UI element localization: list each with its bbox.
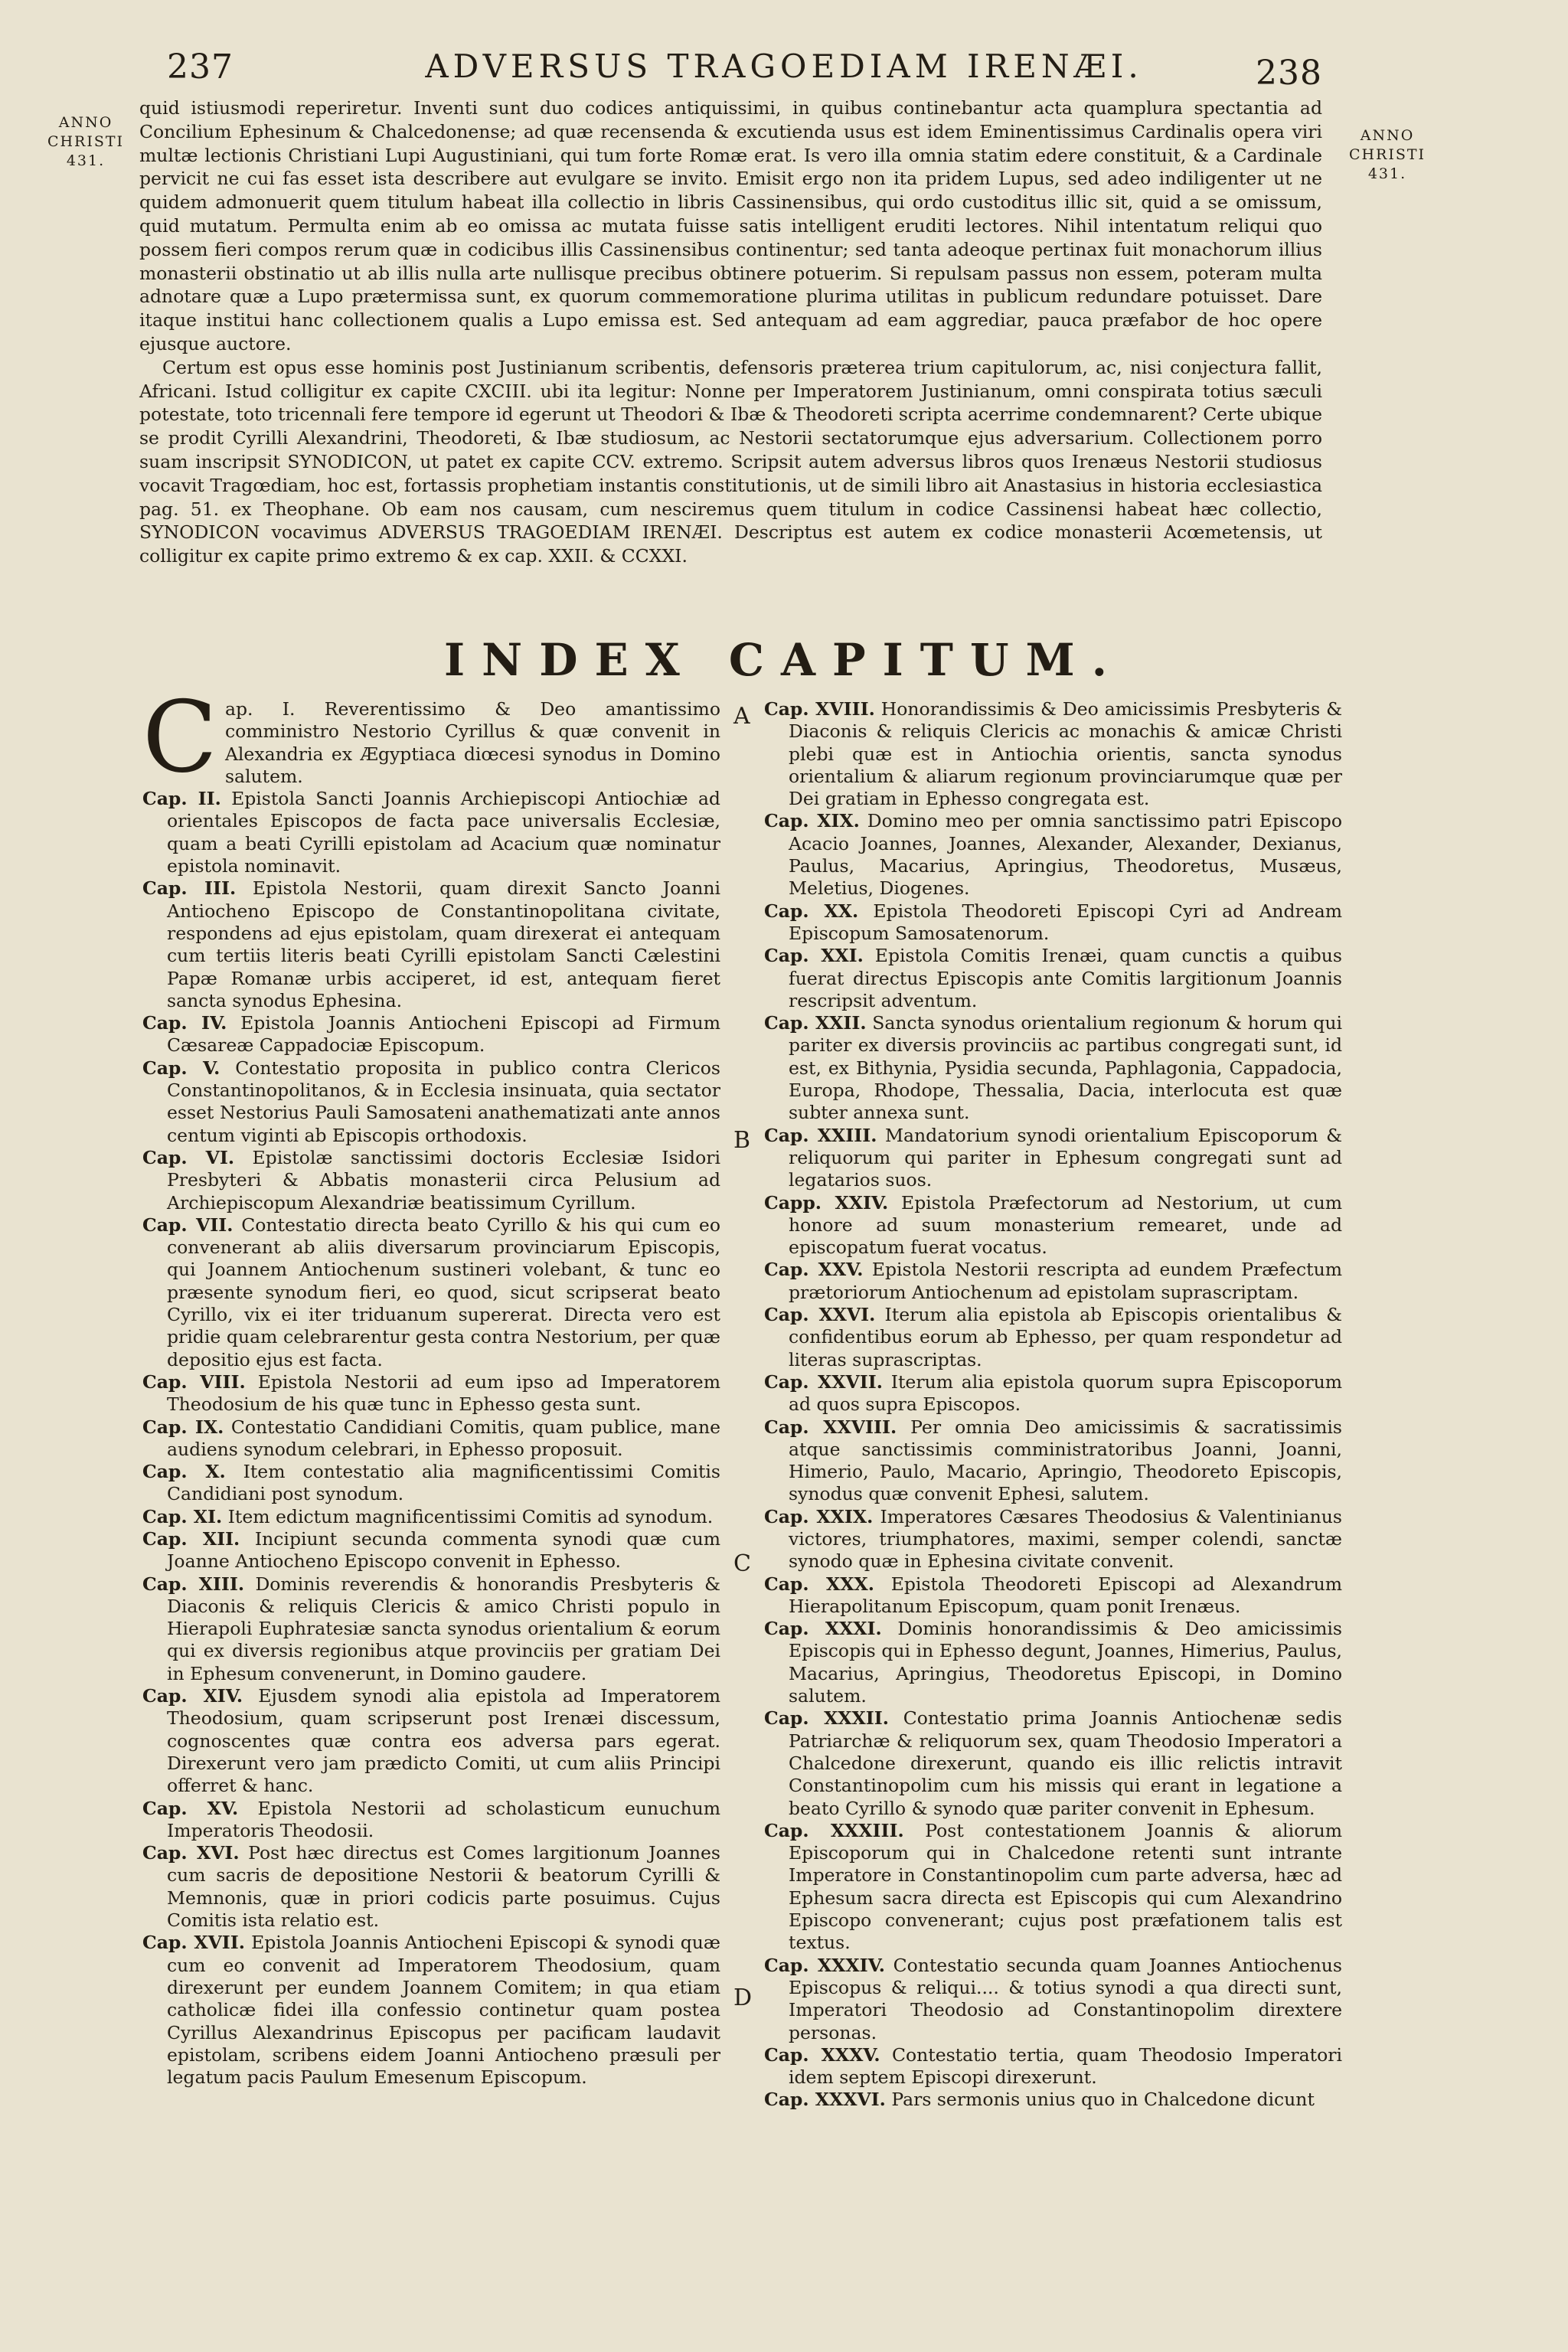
index-entry-text: Epistola Nestorii ad eum ipso ad Imperatorem Theodosium de his quæ tunc in Ephesso gesta sunt.	[167, 1370, 720, 1416]
index-column-left	[142, 681, 720, 2089]
intro-text	[139, 96, 1322, 568]
drop-cap: C	[142, 681, 217, 795]
index-entry-label: Cap. XXVIII.	[764, 1416, 897, 1438]
index-entry	[764, 1955, 1342, 2044]
index-entry-text: Epistola Nestorii rescripta ad eundem Præfectum prætoriorum Antiochenum ad epistolam suprascriptam.	[789, 1259, 1342, 1303]
page-number-right: 238	[1256, 54, 1322, 93]
index-entry	[764, 1416, 1342, 1506]
section-letter-a: A	[733, 703, 750, 730]
index-entry-label: Cap. XXI.	[764, 945, 864, 967]
index-entry-label: Cap. XX.	[764, 900, 859, 922]
index-entry	[764, 1820, 1342, 1955]
page-number-left: 237	[167, 47, 234, 87]
index-entry-label: Cap. XII.	[142, 1527, 240, 1550]
index-entry	[142, 1057, 720, 1147]
index-entry-text: Post hæc directus est Comes largitionum Joannes cum sacris de depositione Nestorii & beatorum Cyrilli & Memnonis, quæ in priori codicis parte posuimus. Cujus Comitis ista relatio est.	[167, 1842, 720, 1932]
index-entry-label: Cap. XXIII.	[764, 1124, 877, 1146]
index-entry-text: Incipiunt secunda commenta synodi quæ cum Joanne Antiocheno Episcopo convenit in Ephesso.	[167, 1527, 720, 1573]
index-entry-label: Cap. XXXIII.	[764, 1819, 904, 1841]
index-entry-text: Per omnia Deo amicissimis & sacratissimis atque sanctissimis comministratoribus Joanni, Joanni, Himerio, Paulo, Macario, Apringio, Theodoreto Episcopis, synodus quæ convenit Ephesi, salutem.	[789, 1416, 1342, 1505]
index-entry-label: Cap. XIII.	[142, 1573, 245, 1595]
index-entry-text: Contestatio directa beato Cyrillo & his qui cum eo convenerant ab aliis diversarum provinciarum Episcopis, qui Joannem Antiochenum sustineri volebant, & tunc eo præsente synodum fieri, eo quod, sicut scripserat beato Cyrillo, vix ei iter triduanum supererat. Directa vero est pridie quam celebrarentur gesta contra Nestorium, per quæ depositio ejus est facta.	[167, 1214, 720, 1370]
index-entry-text: Dominis reverendis & honorandis Presbyteris & Diaconis & reliquis Clericis & amico Christi populo in Hierapoli Euphratesiæ sancta synodus orientalium & eorum qui ex diversis regionibus atque provinciis per gratiam Dei in Ephesum convenerunt, in Domino gaudere.	[167, 1573, 720, 1684]
index-entry-text: Post contestationem Joannis & aliorum Episcoporum qui in Chalcedone retenti sunt intrante Imperatore in Constantinopolim cum parte adversa, hæc ad Ephesum sacra directa est Episcopis qui cum Alexandrino Episcopo convenerant; cujus post præfationem talis est textus.	[789, 1819, 1342, 1954]
index-entry-text: Imperatores Cæsares Theodosius & Valentinianus victores, triumphatores, maximi, semper colendi, sanctæ synodo quæ in Ephesina civitate convenit.	[789, 1505, 1342, 1573]
index-entry	[764, 1125, 1342, 1192]
index-entry-text: Iterum alia epistola quorum supra Episcoporum ad quos supra Episcopos.	[789, 1370, 1342, 1416]
index-entry-text: Epistola Theodoreti Episcopi Cyri ad Andream Episcopum Samosatenorum.	[789, 900, 1342, 944]
index-entry-text: Honorandissimis & Deo amicissimis Presbyteris & Diaconis & reliquis Clericis ac monachis & amicæ Christi plebi quæ est in Antiochia orientis, sancta synodus orientalium & aliarum regionum provinciarumque quæ per Dei gratiam in Ephesso congregata est.	[789, 698, 1342, 810]
index-entry-label: Cap. XXVII.	[764, 1370, 883, 1393]
index-entry	[142, 1798, 720, 1843]
index-entry-label: Cap. II.	[142, 788, 221, 810]
index-entry-label: Cap. XXXI.	[764, 1618, 882, 1640]
index-entry-text: Epistolæ sanctissimi doctoris Ecclesiæ Isidori Presbyteri & Abbatis monasterii circa Pelusium ad Archiepiscopum Alexandriæ beatissimum Cyrillum.	[167, 1146, 720, 1214]
index-entry-label: Cap. III.	[142, 877, 237, 900]
index-title: INDEX CAPITUM.	[444, 634, 1124, 686]
index-entry-label: Cap. VII.	[142, 1214, 234, 1236]
index-entry	[764, 1192, 1342, 1259]
index-entry	[764, 900, 1342, 946]
index-entry	[142, 1932, 720, 2089]
index-entry-label: Cap. XIX.	[764, 810, 860, 832]
section-letter-c: C	[733, 1550, 751, 1577]
index-entry-label: Capp. XXIV.	[764, 1191, 889, 1214]
index-entry-text: Contestatio Candidiani Comitis, quam publice, mane audiens synodum celebrari, in Ephesso proposuit.	[167, 1416, 720, 1460]
index-entry-label: Cap. XXV.	[764, 1259, 864, 1281]
index-entry-label: Cap. IX.	[142, 1416, 224, 1438]
index-entry	[764, 945, 1342, 1012]
index-entry-label: Cap. XXII.	[764, 1012, 867, 1034]
index-entry-text: Epistola Sancti Joannis Archiepiscopi Antiochiæ ad orientales Episcopos de facta pace universalis Ecclesiæ, quam a beati Cyrilli epistolam ad Acacium quæ nominatur epistola nominavit.	[167, 788, 720, 877]
index-entry-label: Cap. VIII.	[142, 1370, 246, 1393]
index-entry-label: Cap. XXVI.	[764, 1304, 876, 1326]
index-entry	[142, 1685, 720, 1797]
index-entry	[142, 1573, 720, 1685]
index-entry-text: Pars sermonis unius quo in Chalcedone dicunt	[891, 2089, 1315, 2111]
index-entry-text: Epistola Præfectorum ad Nestorium, ut cum honore ad suum monasterium remearet, unde ad episcopatum fuerat vocatus.	[789, 1191, 1342, 1259]
intro-paragraph: Certum est opus esse hominis post Justinianum scribentis, defensoris præterea trium capitulorum, ac, nisi conjectura fallit, Africani. Istud colligitur ex capite CXCIII. ubi ita legitur: Nonne per Imperatorem Justinianum, omni conspirata totius sæculi potestate, toto tricennali fere tempore id egerunt ut Theodori & Ibæ & Theodoreti scripta acerrime condemnarent? Certe ubique se prodit Cyrilli Alexandrini, Theodoreti, & Ibæ studiosum, ac Nestorii sectatorumque ejus adversarium. Collectionem porro suam inscripsit SYNODICON, ut patet ex capite CCV. extremo. Scripsit autem adversus libros quos Irenæus Nestorii studiosus vocavit Tragœdiam, hoc est, fortassis prophetiam instantis constitutionis, ut de simili libro ait Anastasius in historia ecclesiastica pag. 51. ex Theophane. Ob eam nos causam, cum nesciremus quem titulum in codice Cassinensi habeat hæc collectio, SYNODICON vocavimus ADVERSUS TRAGOEDIAM IRENÆI. Descriptus est autem ex codice monasterii Acœmetensis, ut colligitur ex capite primo extremo & ex cap. XXII. & CCXXI.	[139, 356, 1322, 567]
index-entry	[142, 1842, 720, 1932]
running-title: ADVERSUS TRAGOEDIAM IRENÆI.	[425, 47, 1143, 85]
section-letter-b: B	[733, 1127, 751, 1154]
index-entry	[142, 1371, 720, 1416]
index-entry	[142, 681, 720, 795]
index-entry-label: Cap. XV.	[142, 1797, 239, 1819]
index-entry-label: Cap. XVIII.	[764, 698, 875, 720]
index-entry-text: Ejusdem synodi alia epistola ad Imperatorem Theodosium, quam scripserunt post Irenæi discessum, cognoscentes quæ contra eos adversa pars egerat. Direxerunt vero jam prædicto Comiti, ut cum aliis Principi offerret & hanc.	[167, 1685, 720, 1797]
margin-note-right: ANNO CHRISTI 431.	[1348, 127, 1426, 182]
index-entry	[764, 1618, 1342, 1707]
index-entry	[142, 1528, 720, 1573]
index-entry-text: Iterum alia epistola ab Episcopis orientalibus & confidentibus eorum ab Ephesso, per quam respondetur ad literas suprascriptas.	[789, 1304, 1342, 1370]
index-entry	[142, 788, 720, 877]
index-entry	[764, 2044, 1342, 2089]
index-entry	[142, 1506, 720, 1528]
index-entry	[764, 1012, 1342, 1124]
index-entry-label: Cap. XXXII.	[764, 1707, 889, 1730]
index-column-right	[764, 698, 1342, 2112]
index-entry-label: Cap. XVII.	[142, 1932, 245, 1954]
index-entry-label: Cap. XXIX.	[764, 1505, 874, 1527]
index-entry	[142, 1214, 720, 1371]
index-entry-text: Epistola Theodoreti Episcopi ad Alexandrum Hierapolitanum Episcopum, quam ponit Irenæus.	[789, 1573, 1342, 1617]
index-entry-label: Cap. XIV.	[142, 1685, 243, 1707]
index-entry-label: Cap. X.	[142, 1461, 226, 1483]
index-entry-text: Domino meo per omnia sanctissimo patri Episcopo Acacio Joannes, Joannes, Alexander, Alexander, Dexianus, Paulus, Macarius, Apringius, Theodoretus, Musæus, Meletius, Diogenes.	[789, 810, 1342, 900]
index-entry-text: Contestatio prima Joannis Antiochenæ sedis Patriarchæ & reliquorum sex, quam Theodosio Imperatori a Chalcedone direxerunt, quando eis illic relictis intravit Constantinopolim cum his missis qui erant in legatione a beato Cyrillo & synodo quæ pariter convenit in Ephesum.	[789, 1707, 1342, 1819]
index-entry-text: Epistola Joannis Antiocheni Episcopi ad Firmum Cæsareæ Cappadociæ Episcopum.	[167, 1012, 720, 1057]
index-entry	[764, 1304, 1342, 1371]
index-entry	[764, 1259, 1342, 1304]
index-entry-label: Cap. XVI.	[142, 1842, 240, 1864]
index-entry-text: Mandatorium synodi orientalium Episcoporum & reliquorum qui pariter in Ephesum congregati sunt ad legatarios suos.	[789, 1124, 1342, 1191]
index-entry-label: Cap. XXXV.	[764, 2043, 880, 2066]
index-entry-label: Cap. IV.	[142, 1012, 227, 1034]
index-entry	[142, 1147, 720, 1214]
index-entry-label: Cap. XXXIV.	[764, 1954, 885, 1976]
index-entry	[764, 2089, 1342, 2111]
index-entry	[142, 877, 720, 1012]
index-entry-text: Contestatio tertia, quam Theodosio Imperatori idem septem Episcopi direxerunt.	[789, 2043, 1343, 2089]
index-entry-text: Reverentissimo & Deo amantissimo comministro Nestorio Cyrillus & quæ convenit in Alexandria ex Ægyptiaca diœcesi synodus in Domino salutem.	[224, 698, 720, 787]
index-entry	[764, 1506, 1342, 1573]
index-entry	[764, 1371, 1342, 1416]
index-entry-text: Item contestatio alia magnificentissimi Comitis Candidiani post synodum.	[167, 1461, 720, 1505]
index-entry-text: Contestatio secunda quam Joannes Antiochenus Episcopus & reliqui.... & totius synodi a qua directi sunt, Imperatori Theodosio ad Constantinopolim dirextere personas.	[789, 1954, 1342, 2043]
index-entry-text: Sancta synodus orientalium regionum & horum qui pariter ex diversis provinciis ac partibus congregati sunt, id est, ex Bithynia, Pysidia secunda, Paphlagonia, Cappadocia, Europa, Rhodope, Thessalia, Dacia, interlocuta est quæ subter annexa sunt.	[789, 1012, 1342, 1124]
index-entry-label: Cap. XXXVI.	[764, 2089, 886, 2111]
section-letter-d: D	[733, 1984, 753, 2011]
index-entry-text: Dominis honorandissimis & Deo amicissimis Episcopis qui in Ephesso degunt, Joannes, Himerius, Paulus, Macarius, Apringius, Theodoretus Episcopi, in Domino salutem.	[789, 1618, 1342, 1707]
index-entry-text: Epistola Nestorii ad scholasticum eunuchum Imperatoris Theodosii.	[167, 1797, 720, 1841]
index-entry-label: Cap. VI.	[142, 1146, 235, 1168]
index-entry-label: Cap. XXX.	[764, 1573, 874, 1595]
intro-paragraph: quid istiusmodi reperiretur. Inventi sunt duo codices antiquissimi, in quibus continebantur acta quamplura spectantia ad Concilium Ephesinum & Chalcedonense; ad quæ recensenda & excutienda usus est idem Eminentissimus Cardinalis opera viri multæ lectionis Christiani Lupi Augustiniani, qui tum forte Romæ erat. Is vero illa omnia statim edere constituit, & a Cardinale pervicit ne cui fas esset ista describere aut evulgare se invito. Emisit ergo non ita pridem Lupus, sed adeo indiligenter ut ne quidem admonuerit quem titulum habeat illa collectio in libris Cassinensibus, qui ordo custoditus illic sit, quid a se omissum, quid mutatum. Permulta enim ab eo omissa ac mutata fuisse satis intelligent eruditi lectores. Nihil intentatum reliqui quo possem fieri compos rerum quæ in codicibus illis Cassinensibus continentur; sed tanta adeoque pertinax fuit monachorum illius monasterii obstinatio ut ab illis nulla arte nullisque precibus obtinere potuerim. Si repulsam passus non essem, poteram multa adnotare quæ a Lupo prætermissa sunt, ex quorum commemoratione plurima utilitas in publicum redundare potuisset. Dare itaque institui hanc collectionem qualis a Lupo emissa est. Sed antequam ad eam aggrediar, pauca præfabor de hoc opere ejusque auctore.	[139, 97, 1322, 354]
index-entry-label: Cap. XI.	[142, 1505, 223, 1527]
index-entry	[764, 1573, 1342, 1619]
index-entry	[142, 1416, 720, 1462]
index-entry-label: ap. I.	[224, 698, 296, 720]
index-entry-label: Cap. V.	[142, 1057, 220, 1079]
index-entry-text: Epistola Comitis Irenæi, quam cunctis a quibus fuerat directus Episcopis ante Comitis largitionum Joannis rescripsit adventum.	[789, 945, 1342, 1011]
index-entry	[142, 1012, 720, 1057]
margin-note-left: ANNO CHRISTI 431.	[47, 114, 125, 169]
index-entry	[764, 698, 1342, 810]
index-entry-text: Epistola Joannis Antiocheni Episcopi & synodi quæ cum eo convenit ad Imperatorem Theodosium, quam direxerunt per eundem Joannem Comitem; in qua etiam catholicæ fidei illa confessio continetur quam postea Cyrillus Alexandrinus Episcopus per pacificam laudavit epistolam, scribens eidem Joanni Antiocheno præsuli per legatum pacis Paulum Emesenum Episcopum.	[167, 1932, 720, 2089]
index-entry	[764, 1707, 1342, 1819]
index-entry-text: Contestatio proposita in publico contra Clericos Constantinopolitanos, & in Ecclesia insinuata, quia sectator esset Nestorius Pauli Samosateni anathematizati ante annos centum viginti ab Episcopis orthodoxis.	[167, 1057, 720, 1146]
index-entry-text: Epistola Nestorii, quam direxit Sancto Joanni Antiocheno Episcopo de Constantinopolitana civitate, respondens ad ejus epistolam, quam direxerat ei antequam cum tertiis literis beati Cyrilli epistolam Sancti Cælestini Papæ Romanæ urbis acciperet, id est, antequam fieret sancta synodus Ephesina.	[167, 877, 720, 1011]
index-entry-text: Item edictum magnificentissimi Comitis ad synodum.	[227, 1505, 714, 1527]
index-entry	[142, 1461, 720, 1506]
index-entry	[764, 810, 1342, 900]
